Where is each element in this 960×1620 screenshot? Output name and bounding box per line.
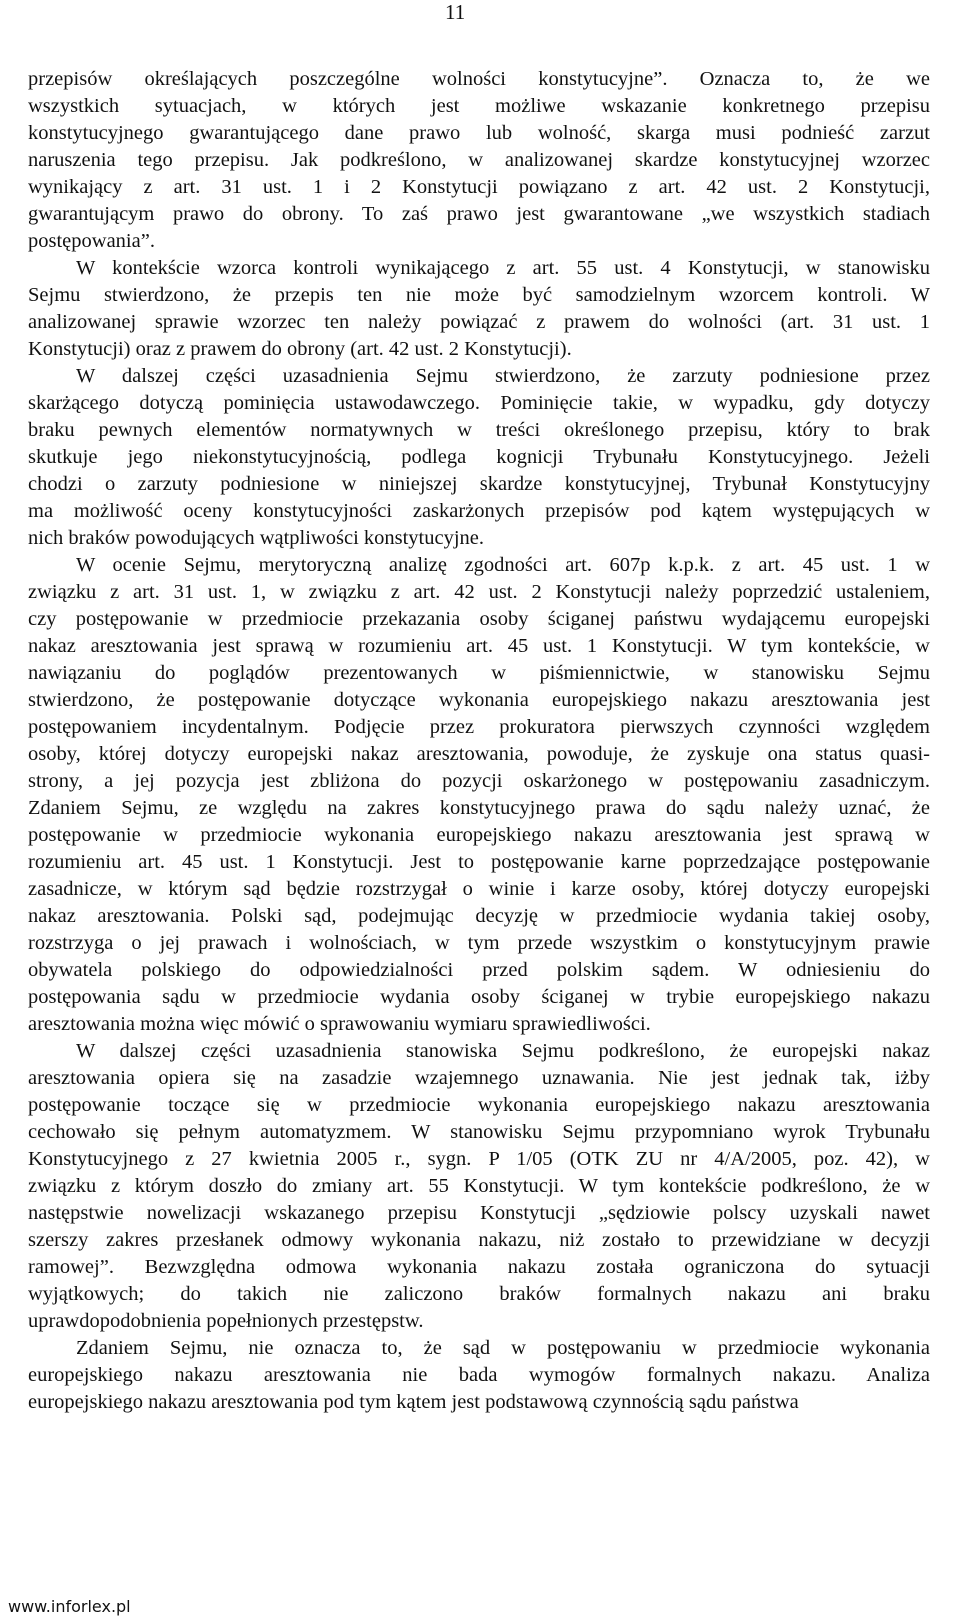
text-line: związku z art. 31 ust. 1, w związku z art. 42 ust. 2 Konstytucji należy poprzedzić ustaleniem,: [28, 581, 930, 603]
text-line: Konstytucji) oraz z prawem do obrony (art. 42 ust. 2 Konstytucji).: [28, 338, 572, 360]
text-line: gwarantującym prawo do obrony. To zaś prawo jest gwarantowane „we wszystkich stadiach: [28, 203, 930, 225]
text-line: osoby, której dotyczy europejski nakaz aresztowania, powoduje, że zyskuje ona status quasi-: [28, 743, 930, 765]
paragraph: [28, 363, 930, 552]
text-line: obywatela polskiego do odpowiedzialności przed polskim sądem. W odniesieniu do: [28, 959, 930, 981]
text-line: konstytucyjnego gwarantującego dane prawo lub wolność, skarga musi podnieść zarzut: [28, 122, 930, 144]
text-line: skutkuje jego niekonstytucyjnością, podlega kognicji Trybunału Konstytucyjnego. Jeżeli: [28, 446, 930, 468]
paragraph: [28, 66, 930, 255]
text-line: rozumieniu art. 45 ust. 1 Konstytucji. Jest to postępowanie karne poprzedzające postępowanie: [28, 851, 930, 873]
text-line: stwierdzono, że postępowanie dotyczące wykonania europejskiego nakazu aresztowania jest: [28, 689, 930, 711]
text-line: nakaz aresztowania jest sprawą w rozumieniu art. 45 ust. 1 Konstytucji. W tym kontekście, w: [28, 635, 930, 657]
text-line: rozstrzyga o jej prawach i wolnościach, w tym przede wszystkim o konstytucyjnym prawie: [28, 932, 930, 954]
text-line: czy postępowanie w przedmiocie przekazania osoby ściganej państwu wydającemu europejski: [28, 608, 930, 630]
text-line: zasadnicze, w którym sąd będzie rozstrzygał o winie i karze osoby, której dotyczy europejski: [28, 878, 930, 900]
text-line: skarżącego dotyczą pominięcia ustawodawczego. Pominięcie takie, w wypadku, gdy dotyczy: [28, 392, 930, 414]
text-line: nich braków powodujących wątpliwości konstytucyjne.: [28, 527, 485, 549]
text-line: wszystkich sytuacjach, w których jest możliwe wskazanie konkretnego przepisu: [28, 95, 930, 117]
text-line: postępowanie w przedmiocie wykonania europejskiego nakazu aresztowania jest sprawą w: [28, 824, 930, 846]
paragraph: [28, 1335, 930, 1416]
text-line: W dalszej części uzasadnienia Sejmu stwierdzono, że zarzuty podniesione przez: [76, 365, 930, 387]
paragraph: [28, 255, 930, 363]
text-line: strony, a jej pozycja jest zbliżona do pozycji oskarżonego w postępowaniu zasadniczym.: [28, 770, 930, 792]
document-body: [28, 66, 930, 1416]
text-line: ma możliwość oceny konstytucyjności zaskarżonych przepisów pod kątem występujących w: [28, 500, 930, 522]
text-line: Sejmu stwierdzono, że przepis ten nie może być samodzielnym wzorcem kontroli. W: [28, 284, 930, 306]
text-line: postępowanie toczące się w przedmiocie wykonania europejskiego nakazu aresztowania: [28, 1094, 930, 1116]
text-line: postępowaniem incydentalnym. Podjęcie przez prokuratora pierwszych czynności względem: [28, 716, 930, 738]
text-line: analizowanej sprawie wzorzec ten należy powiązać z prawem do wolności (art. 31 ust. 1: [28, 311, 930, 333]
text-line: aresztowania opiera się na zasadzie wzajemnego uznawania. Nie jest jednak tak, iżby: [28, 1067, 930, 1089]
text-line: przepisów określających poszczególne wolności konstytucyjne”. Oznacza to, że we: [28, 68, 930, 90]
text-line: ramowej”. Bezwzględna odmowa wykonania nakazu została ograniczona do sytuacji: [28, 1256, 930, 1278]
text-line: naruszenia tego przepisu. Jak podkreślono, w analizowanej skardze konstytucyjnej wzorzec: [28, 149, 930, 171]
text-line: następstwie nowelizacji wskazanego przepisu Konstytucji „sędziowie polscy uzyskali nawet: [28, 1202, 930, 1224]
text-line: cechowało się pełnym automatyzmem. W stanowisku Sejmu przypomniano wyrok Trybunału: [28, 1121, 930, 1143]
text-line: postępowania”.: [28, 230, 155, 252]
text-line: W dalszej części uzasadnienia stanowiska Sejmu podkreślono, że europejski nakaz: [76, 1040, 930, 1062]
text-line: W ocenie Sejmu, merytoryczną analizę zgodności art. 607p k.p.k. z art. 45 ust. 1 w: [76, 554, 930, 576]
text-line: uprawdopodobnienia popełnionych przestępstw.: [28, 1310, 424, 1332]
text-line: wynikający z art. 31 ust. 1 i 2 Konstytucji powiązano z art. 42 ust. 2 Konstytucji,: [28, 176, 930, 198]
text-line: chodzi o zarzuty podniesione w niniejszej skardze konstytucyjnej, Trybunał Konstytucyjny: [28, 473, 930, 495]
text-line: W kontekście wzorca kontroli wynikającego z art. 55 ust. 4 Konstytucji, w stanowisku: [76, 257, 930, 279]
paragraph: [28, 1038, 930, 1335]
text-line: postępowania sądu w przedmiocie wydania osoby ściganej w trybie europejskiego nakazu: [28, 986, 930, 1008]
text-line: nawiązaniu do poglądów prezentowanych w piśmiennictwie, w stanowisku Sejmu: [28, 662, 930, 684]
text-line: Konstytucyjnego z 27 kwietnia 2005 r., sygn. P 1/05 (OTK ZU nr 4/A/2005, poz. 42), w: [28, 1148, 930, 1170]
footer-url: www.inforlex.pl: [8, 1597, 131, 1616]
text-line: europejskiego nakazu aresztowania pod tym kątem jest podstawową czynnością sądu państwa: [28, 1391, 799, 1413]
text-line: Zdaniem Sejmu, ze względu na zakres konstytucyjnego prawa do sądu należy uznać, że: [28, 797, 930, 819]
text-line: Zdaniem Sejmu, nie oznacza to, że sąd w postępowaniu w przedmiocie wykonania: [76, 1337, 930, 1359]
text-line: europejskiego nakazu aresztowania nie bada wymogów formalnych nakazu. Analiza: [28, 1364, 930, 1386]
page-number: 11: [445, 0, 466, 24]
paragraph: [28, 552, 930, 1038]
text-line: nakaz aresztowania. Polski sąd, podejmując decyzję w przedmiocie wydania takiej osoby,: [28, 905, 930, 927]
text-line: wyjątkowych; do takich nie zaliczono braków formalnych nakazu ani braku: [28, 1283, 930, 1305]
text-line: szerszy zakres przesłanek odmowy wykonania nakazu, niż zostało to przewidziane w decyzji: [28, 1229, 930, 1251]
text-line: braku pewnych elementów normatywnych w treści określonego przepisu, który to brak: [28, 419, 930, 441]
text-line: aresztowania można więc mówić o sprawowaniu wymiaru sprawiedliwości.: [28, 1013, 651, 1035]
text-line: związku z którym doszło do zmiany art. 55 Konstytucji. W tym kontekście podkreślono, że w: [28, 1175, 930, 1197]
